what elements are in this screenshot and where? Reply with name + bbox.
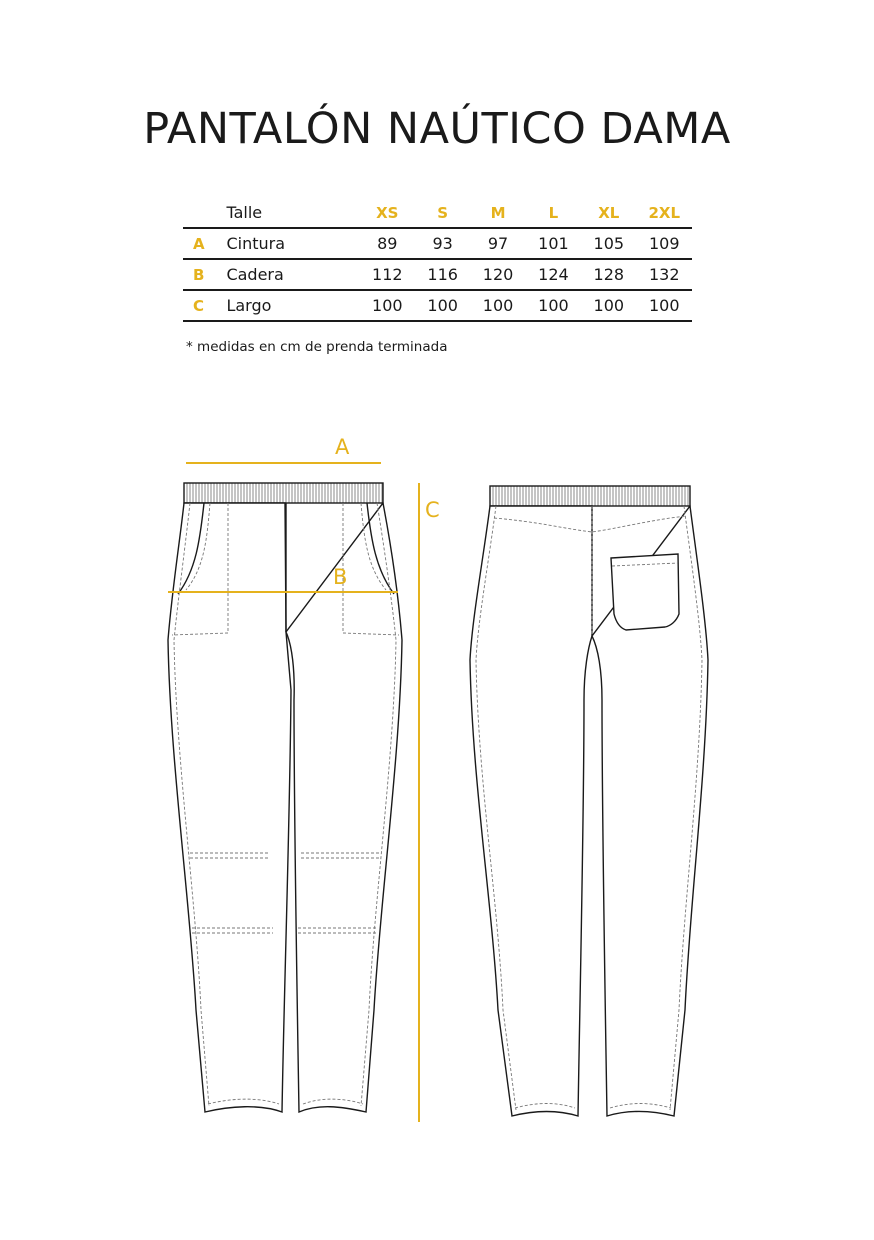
back-pocket [611, 554, 679, 630]
table-cell: 112 [372, 265, 403, 284]
dimension-label-c: C [425, 498, 440, 522]
size-header-xs: XS [376, 203, 399, 222]
row-code: A [193, 234, 205, 253]
table-cell: 100 [538, 296, 569, 315]
table-cell: 116 [427, 265, 458, 284]
table-cell: 100 [593, 296, 625, 315]
table-cell: 100 [427, 296, 458, 315]
header-label: Talle [226, 203, 263, 222]
table-cell: 89 [377, 234, 398, 253]
size-header-l: L [548, 203, 559, 222]
row-name: Cadera [226, 265, 284, 284]
dimension-label-b: B [333, 565, 348, 589]
size-header-xl: XL [598, 203, 620, 222]
table-cell: 128 [593, 265, 625, 284]
row-name: Cintura [226, 234, 286, 253]
table-cell: 105 [593, 234, 625, 253]
page-title: PANTALÓN NAÚTICO DAMA [143, 104, 731, 154]
row-code: C [193, 296, 205, 315]
back-pants-view [470, 486, 708, 1116]
row-name: Largo [226, 296, 272, 315]
size-header-s: S [437, 203, 449, 222]
table-cell: 100 [482, 296, 514, 315]
front-left-leg [168, 503, 291, 1112]
front-pants-view [168, 483, 402, 1112]
row-code: B [193, 265, 205, 284]
table-cell: 101 [538, 234, 569, 253]
measurement-note: * medidas en cm de prenda terminada [186, 339, 448, 355]
table-cell: 124 [538, 265, 569, 284]
back-waistband [490, 486, 690, 506]
table-cell: 97 [487, 234, 509, 253]
table-cell: 120 [482, 265, 514, 284]
table-cell: 109 [648, 234, 680, 253]
front-waistband [184, 483, 383, 503]
dimension-label-a: A [335, 435, 350, 459]
table-cell: 100 [648, 296, 680, 315]
table-cell: 93 [432, 234, 453, 253]
size-header-m: M [490, 203, 506, 222]
front-right-leg [286, 503, 402, 1112]
table-cell: 100 [372, 296, 403, 315]
back-left-leg [470, 506, 592, 1116]
size-header-2xl: 2XL [648, 203, 681, 222]
table-cell: 132 [648, 265, 680, 284]
